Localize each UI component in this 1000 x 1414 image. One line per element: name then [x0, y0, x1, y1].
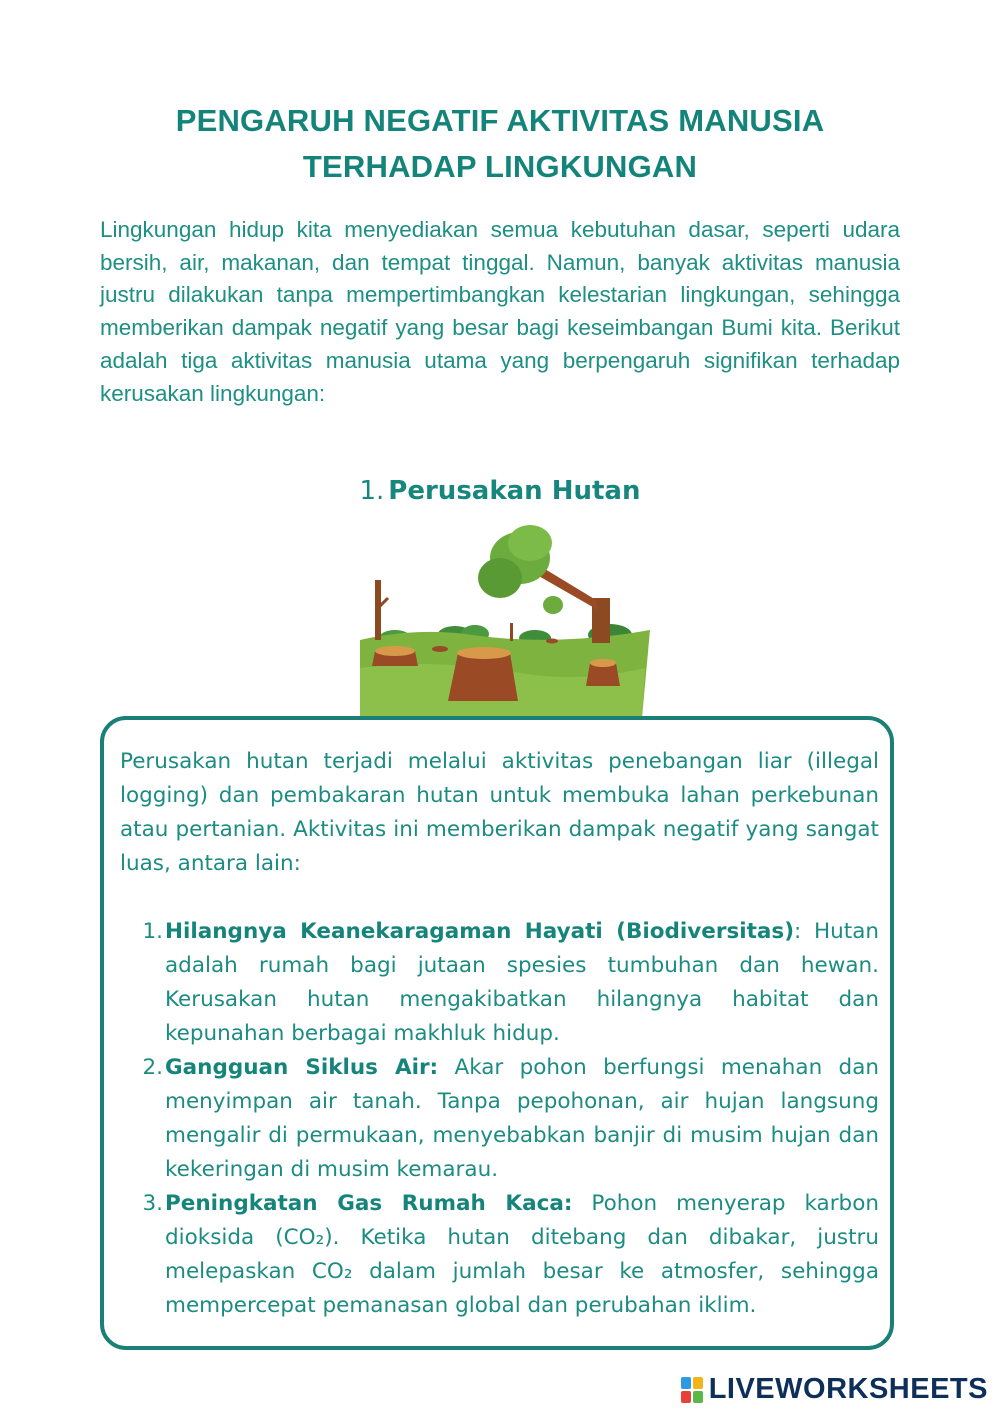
section-number: 1. — [359, 476, 385, 506]
list-item-term: Peningkatan Gas Rumah Kaca: — [165, 1191, 573, 1216]
page-title — [100, 98, 900, 190]
intro-paragraph: Lingkungan hidup kita menyediakan semua kebutuhan dasar, seperti udara bersih, air, makanan, dan tempat tinggal. Namun, banyak aktivitas manusia justru dilakukan tanpa mempertimbangkan kelestarian lingkungan, sehingga memberikan dampak negatif yang besar bagi keseimbangan Bumi kita. Berikut adalah tiga aktivitas manusia utama yang berpengaruh signifikan terhadap kerusakan lingkungan: — [100, 217, 900, 406]
list-item-text: : Hutan adalah rumah bagi jutaan spesies tumbuhan dan hewan. Kerusakan hutan mengakibatkan hilangnya habitat dan kepunahan berbagai makhluk hidup. — [165, 919, 880, 1046]
list-item — [120, 915, 879, 1051]
list-item-text: Pohon menyerap karbon dioksida (CO₂). Ketika hutan ditebang dan dibakar, justru melepaskan CO₂ dalam jumlah besar ke atmosfer, sehingga mempercepat pemanasan global dan perubahan iklim. — [165, 1191, 879, 1318]
list-item-number: 2. — [142, 1055, 163, 1080]
list-item-term: Hilangnya Keanekaragaman Hayati (Biodiversitas) — [165, 919, 795, 944]
page-title-line-1: PENGARUH NEGATIF AKTIVITAS MANUSIA — [175, 103, 825, 138]
section-title: Perusakan Hutan — [388, 476, 641, 506]
deforestation-illustration — [360, 518, 650, 718]
box-intro-paragraph: Perusakan hutan terjadi melalui aktivitas penebangan liar (illegal logging) dan pembakaran hutan untuk membuka lahan perkebunan atau pertanian. Aktivitas ini memberikan dampak negatif yang sangat luas, antara lain: — [120, 749, 879, 876]
liveworksheets-logo — [681, 1373, 988, 1406]
liveworksheets-icon — [681, 1377, 703, 1403]
list-item-text: Akar pohon berfungsi menahan dan menyimpan air tanah. Tanpa pepohonan, air hujan langsung mengalir di permukaan, menyebabkan banjir di musim hujan dan kekeringan di musim kemarau. — [165, 1055, 879, 1182]
list-item-number: 3. — [142, 1191, 163, 1216]
brand-name: LIVEWORKSHEETS — [708, 1373, 988, 1405]
page-title-line-2: TERHADAP LINGKUNGAN — [302, 149, 698, 184]
impact-list — [120, 915, 879, 1323]
list-item-term: Gangguan Siklus Air: — [165, 1055, 439, 1080]
list-item-number: 1. — [142, 919, 163, 944]
list-item — [120, 1187, 879, 1323]
list-item — [120, 1051, 879, 1187]
section-heading — [0, 474, 1000, 508]
